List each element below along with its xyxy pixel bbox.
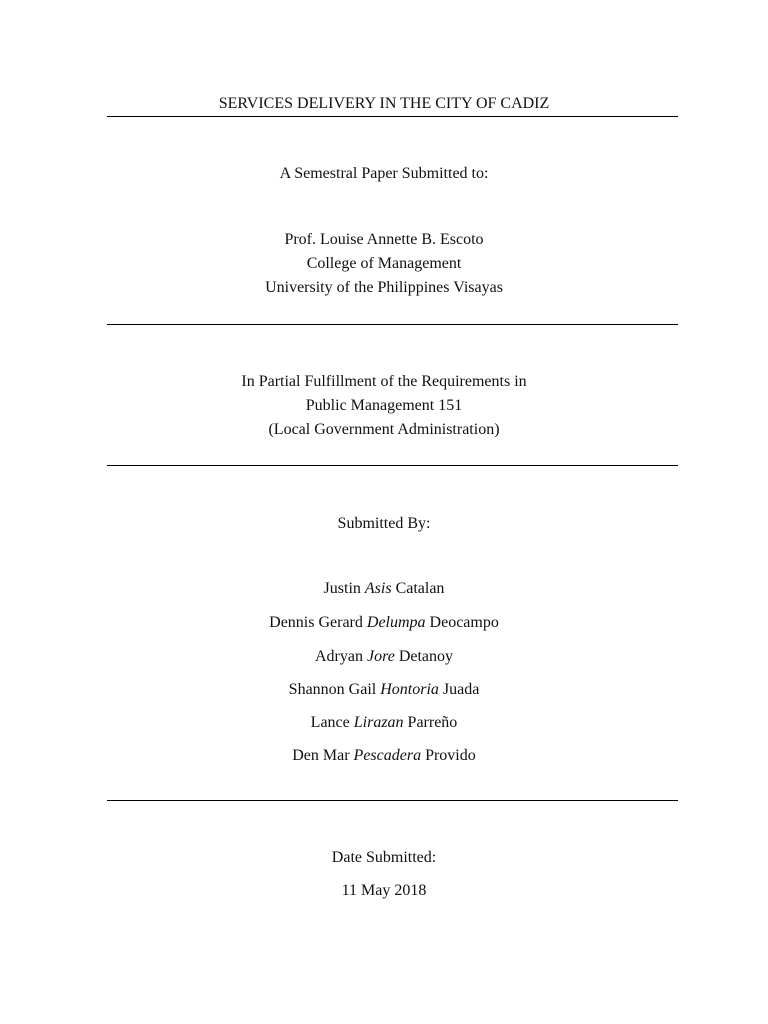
author-first-name: Justin	[323, 580, 361, 597]
author-name	[0, 579, 768, 599]
date-value: 11 May 2018	[341, 882, 427, 899]
section-divider-2	[107, 465, 678, 466]
author-middle-name: Pescadera	[353, 747, 422, 764]
paper-title: SERVICES DELIVERY IN THE CITY OF CADIZ	[218, 95, 550, 112]
author-first-name: Den Mar	[292, 747, 350, 764]
course-title: (Local Government Administration)	[268, 421, 500, 438]
author-last-name: Deocampo	[429, 614, 499, 631]
author-middle-name: Hontoria	[380, 681, 439, 698]
author-first-name: Adryan	[314, 648, 363, 665]
section-divider-1	[107, 324, 678, 325]
author-middle-name: Jore	[366, 648, 395, 665]
author-first-name: Dennis Gerard	[269, 614, 363, 631]
university-name: University of the Philippines Visayas	[265, 279, 503, 296]
author-middle-name: Delumpa	[366, 614, 426, 631]
author-name	[0, 713, 768, 733]
author-first-name: Shannon Gail	[288, 681, 377, 698]
date-label: Date Submitted:	[331, 849, 437, 866]
author-name	[0, 647, 768, 667]
college-name: College of Management	[306, 255, 462, 272]
author-last-name: Detanoy	[398, 648, 454, 665]
course-code: Public Management 151	[305, 397, 463, 414]
title-divider	[107, 116, 678, 117]
professor-name: Prof. Louise Annette B. Escoto	[284, 231, 484, 248]
author-middle-name: Lirazan	[353, 714, 404, 731]
author-name	[0, 680, 768, 700]
fulfillment-line: In Partial Fulfillment of the Requirements in	[241, 373, 527, 390]
submitted-by-heading: Submitted By:	[337, 515, 431, 532]
author-name	[0, 746, 768, 766]
author-name	[0, 613, 768, 633]
section-divider-3	[107, 800, 678, 801]
author-last-name: Juada	[442, 681, 480, 698]
author-middle-name: Asis	[364, 580, 392, 597]
author-last-name: Parreño	[407, 714, 458, 731]
author-first-name: Lance	[310, 714, 350, 731]
submitted-to-intro: A Semestral Paper Submitted to:	[279, 165, 489, 182]
author-last-name: Catalan	[395, 580, 445, 597]
author-last-name: Provido	[425, 747, 476, 764]
